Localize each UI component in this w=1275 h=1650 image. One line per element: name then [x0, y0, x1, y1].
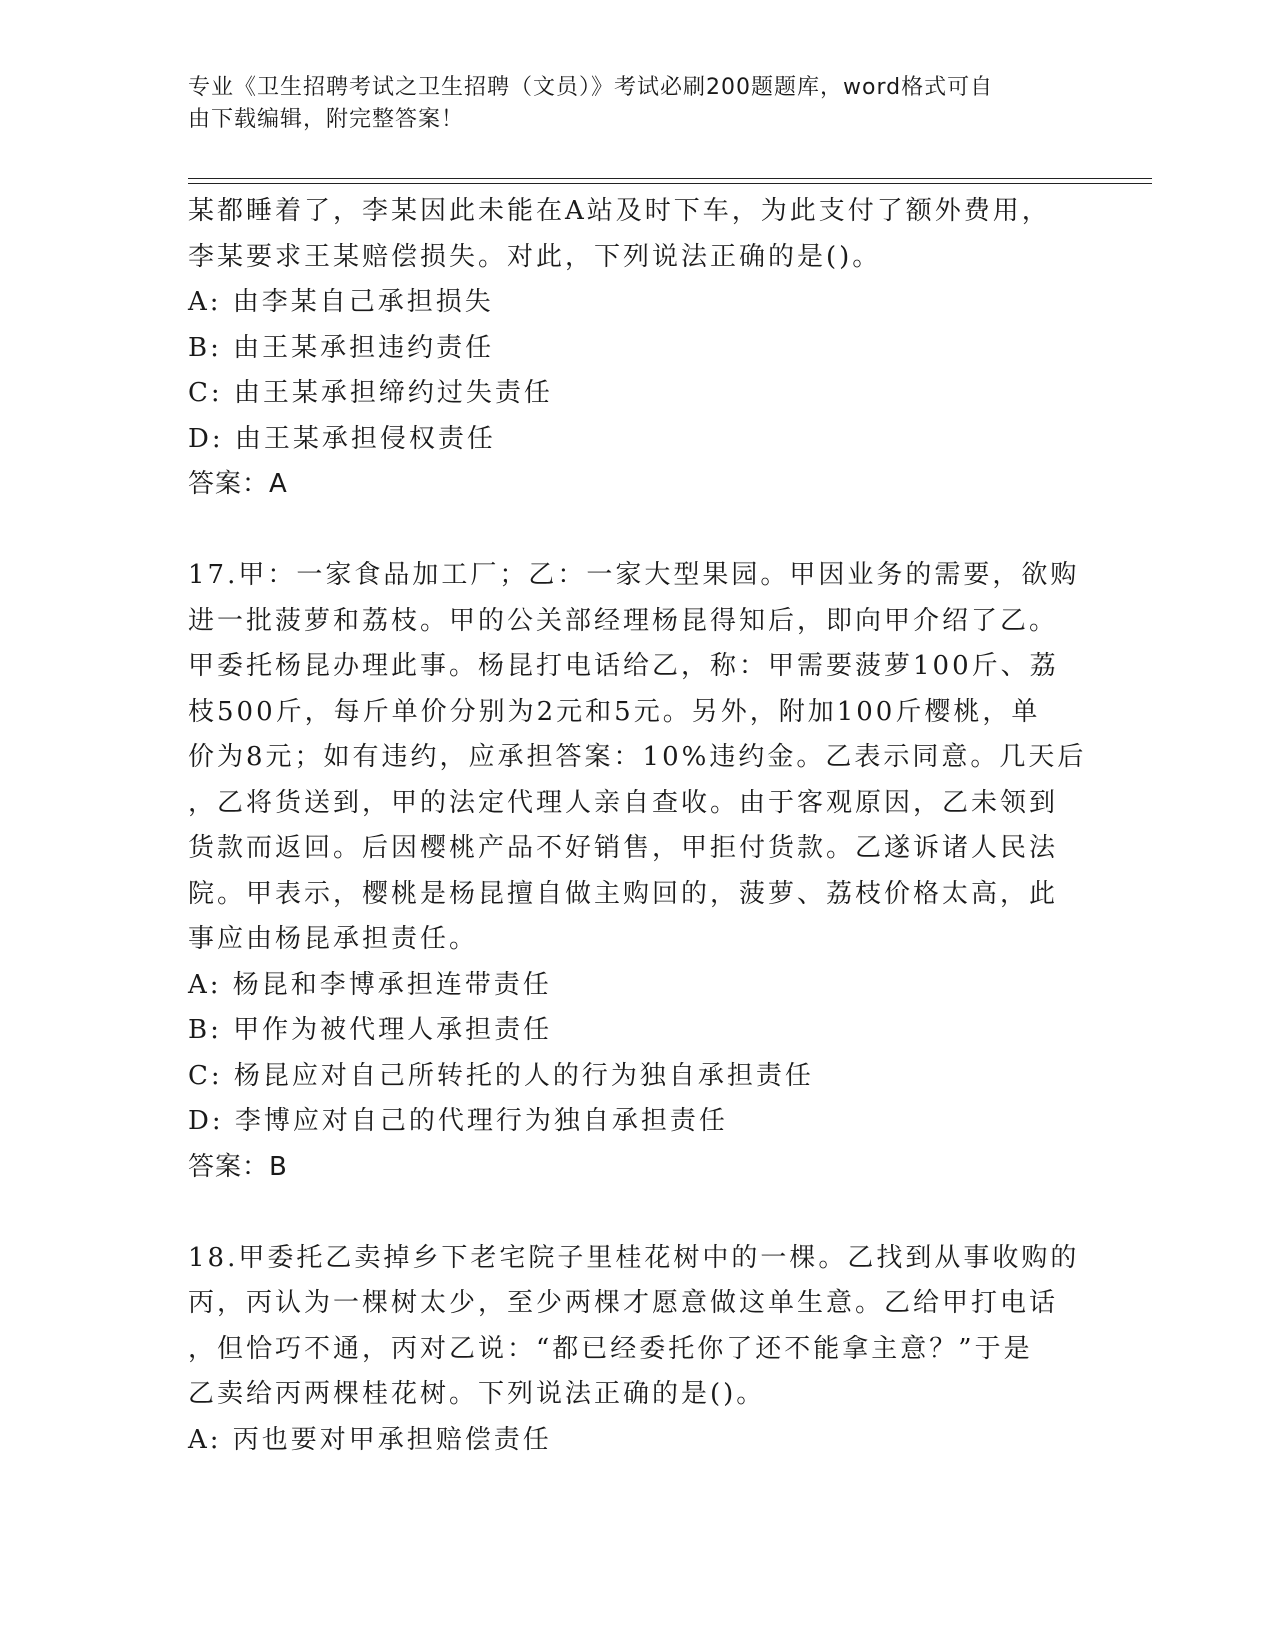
question-18 [188, 1236, 1088, 1464]
question-stem-line: 货款而返回。后因樱桃产品不好销售，甲拒付货款。乙遂诉诸人民法 [188, 833, 1059, 863]
question-stem-line: 18.甲委托乙卖掉乡下老宅院子里桂花树中的一棵。乙找到从事收购的 [188, 1242, 1080, 1273]
option-a: A: 由李某自己承担损失 [188, 287, 494, 317]
option-c: C: 由王某承担缔约过失责任 [188, 378, 553, 408]
question-stem-line: 甲委托杨昆办理此事。杨昆打电话给乙，称：甲需要菠萝100斤、荔 [188, 651, 1059, 681]
option-d: D: 李博应对自己的代理行为独自承担责任 [188, 1106, 728, 1136]
answer-label: 答案：B [188, 1151, 288, 1182]
option-c: C: 杨昆应对自己所转托的人的行为独自承担责任 [188, 1060, 814, 1091]
header-line-2: 由下载编辑，附完整答案！ [188, 107, 465, 132]
question-stem-line: 李某要求王某赔偿损失。对此，下列说法正确的是()。 [188, 241, 882, 272]
question-stem-line: 17.甲：一家食品加工厂；乙：一家大型果园。甲因业务的需要，欲购 [188, 560, 1080, 590]
page-header [188, 72, 1068, 136]
option-b: B: 由王某承担违约责任 [188, 332, 495, 363]
option-a: A: 丙也要对甲承担赔偿责任 [188, 1424, 552, 1455]
question-stem-line: 乙卖给丙两棵桂花树。下列说法正确的是()。 [188, 1379, 766, 1409]
option-a: A: 杨昆和李博承担连带责任 [188, 969, 552, 1000]
spacer [188, 1190, 1088, 1236]
question-stem-line: 枝500斤，每斤单价分别为2元和5元。另外，附加100斤樱桃，单 [188, 696, 1041, 727]
answer-label: 答案：A [188, 469, 288, 499]
document-body [188, 189, 1088, 1463]
option-d: D: 由王某承担侵权责任 [188, 423, 496, 454]
question-stem-line: 事应由杨昆承担责任。 [188, 924, 479, 954]
option-b: B: 甲作为被代理人承担责任 [188, 1015, 553, 1045]
header-line-1: 专业《卫生招聘考试之卫生招聘（文员）》考试必刷200题题库，word格式可自 [188, 75, 994, 100]
question-stem-line: ，但恰巧不通，丙对乙说：“都已经委托你了还不能拿主意？”于是 [188, 1333, 1033, 1364]
question-stem-line: 院。甲表示，樱桃是杨昆擅自做主购回的，菠萝、荔枝价格太高，此 [188, 878, 1059, 909]
question-stem-line: 价为8元；如有违约，应承担答案：10%违约金。乙表示同意。几天后 [188, 742, 1087, 772]
spacer [188, 508, 1088, 554]
question-stem-line: ，乙将货送到，甲的法定代理人亲自查收。由于客观原因，乙未领到 [188, 787, 1059, 818]
question-17 [188, 553, 1088, 1190]
question-stem-line: 丙，丙认为一棵树太少，至少两棵才愿意做这单生意。乙给甲打电话 [188, 1288, 1059, 1318]
question-stem-line: 进一批菠萝和荔枝。甲的公关部经理杨昆得知后，即向甲介绍了乙。 [188, 605, 1059, 636]
header-rule-bottom [188, 183, 1152, 184]
question-16 [188, 189, 1088, 508]
header-rule-top [188, 178, 1152, 179]
question-stem-line: 某都睡着了，李某因此未能在A站及时下车，为此支付了额外费用， [188, 196, 1051, 226]
